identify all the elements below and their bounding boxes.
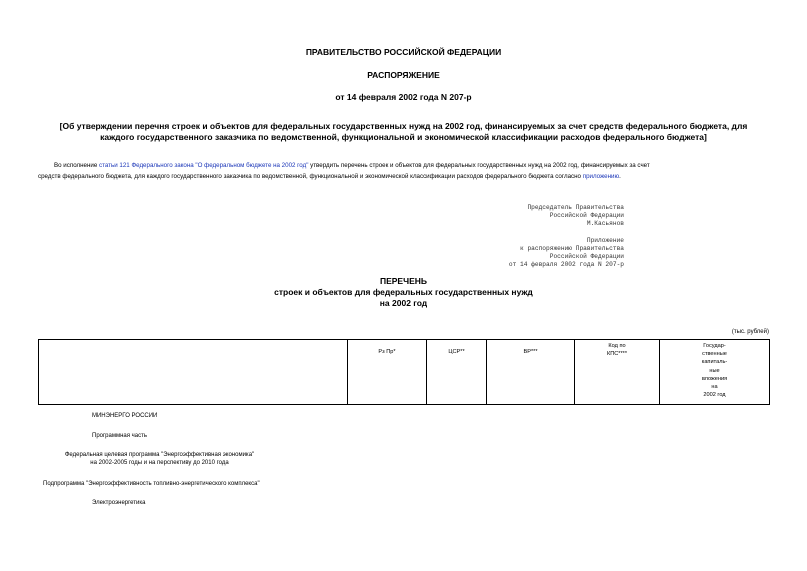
appendix-line: Российской Федерации [549,253,624,260]
invest-line: ные [709,367,720,374]
invest-line: капиталь- [701,359,728,366]
list-item-ministry: МИНЭНЕРГО РОССИИ [92,413,158,419]
fcp-line: Федеральная целевая программа "Энергоэффективная экономика" [64,452,255,458]
list-title [0,276,807,309]
objects-table-header [38,339,770,405]
signature-line: М.Касьянов [586,220,624,227]
signature-line: Председатель Правительства [527,204,624,211]
list-item-fcp [52,451,267,467]
body-paragraph [38,160,769,182]
list-item-sector: Электроэнергетика [92,500,146,506]
column-header-rz-pr: Рз Пр* [348,340,427,405]
units-label: (тыс. рублей) [731,329,769,335]
kps-line: КПС**** [606,351,628,358]
body-text: утвердить перечень строек и объектов для федеральных государственных нужд на 2002 год, финансируемых за счет [308,162,650,169]
body-text: средств федерального бюджета, для каждого государственного заказчика по ведомственной, функциональной и экономической классификации расходов федерального бюджета согласно [38,173,583,180]
appendix-note [440,237,624,269]
fcp-line: на 2002-2005 годы и на перспективу до 2010 года [90,460,229,466]
list-item-program-part: Программная часть [92,433,148,439]
article-link[interactable]: статьи 121 Федерального закона "О федеральном бюджете на 2002 год" [99,162,309,169]
government-heading: ПРАВИТЕЛЬСТВО РОССИЙСКОЙ ФЕДЕРАЦИИ [305,47,502,57]
appendix-line: Приложение [586,237,624,244]
signature-block [440,204,624,228]
signature-line: Российской Федерации [549,212,624,219]
invest-line: на [711,384,718,391]
body-line [38,160,769,171]
appendix-line: к распоряжению Правительства [520,245,624,252]
column-header-vr: ВР*** [487,340,575,405]
invest-line: Государ- [703,343,726,349]
column-header-investments [660,340,770,405]
list-item-subprogram: Подпрограмма "Энергоэффективность топливно-энергетического комплекса" [43,481,260,487]
kps-line: Код по [608,343,626,349]
appendix-link[interactable]: приложению [582,173,620,180]
column-header-kps [575,340,660,405]
doc-title-line: каждого государственного заказчика по ведомственной, функциональной и экономической классификации расходов федерального бюджета] [100,132,707,142]
body-text: Во исполнение [54,162,99,169]
list-title-line: строек и объектов для федеральных государственных нужд [274,287,533,297]
invest-line: 2002 год [703,392,726,399]
column-header-name [39,340,348,405]
doc-title [0,121,807,143]
doc-title-line: [Об утверждении перечня строек и объектов для федеральных государственных нужд на 2002 год, финансируемых за счет средств федерального бюджета, для [59,121,748,131]
doc-type-heading: РАСПОРЯЖЕНИЕ [367,70,440,80]
list-title-line: ПЕРЕЧЕНЬ [379,276,427,286]
body-line [38,171,769,182]
body-text: . [619,173,621,180]
appendix-line: от 14 февраля 2002 года N 207-р [508,261,624,268]
invest-line: вложения [701,375,728,382]
list-title-line: на 2002 год [379,298,428,308]
invest-line: ственные [702,351,727,358]
column-header-csr: ЦСР** [427,340,487,405]
doc-date-number: от 14 февраля 2002 года N 207-р [335,92,472,102]
